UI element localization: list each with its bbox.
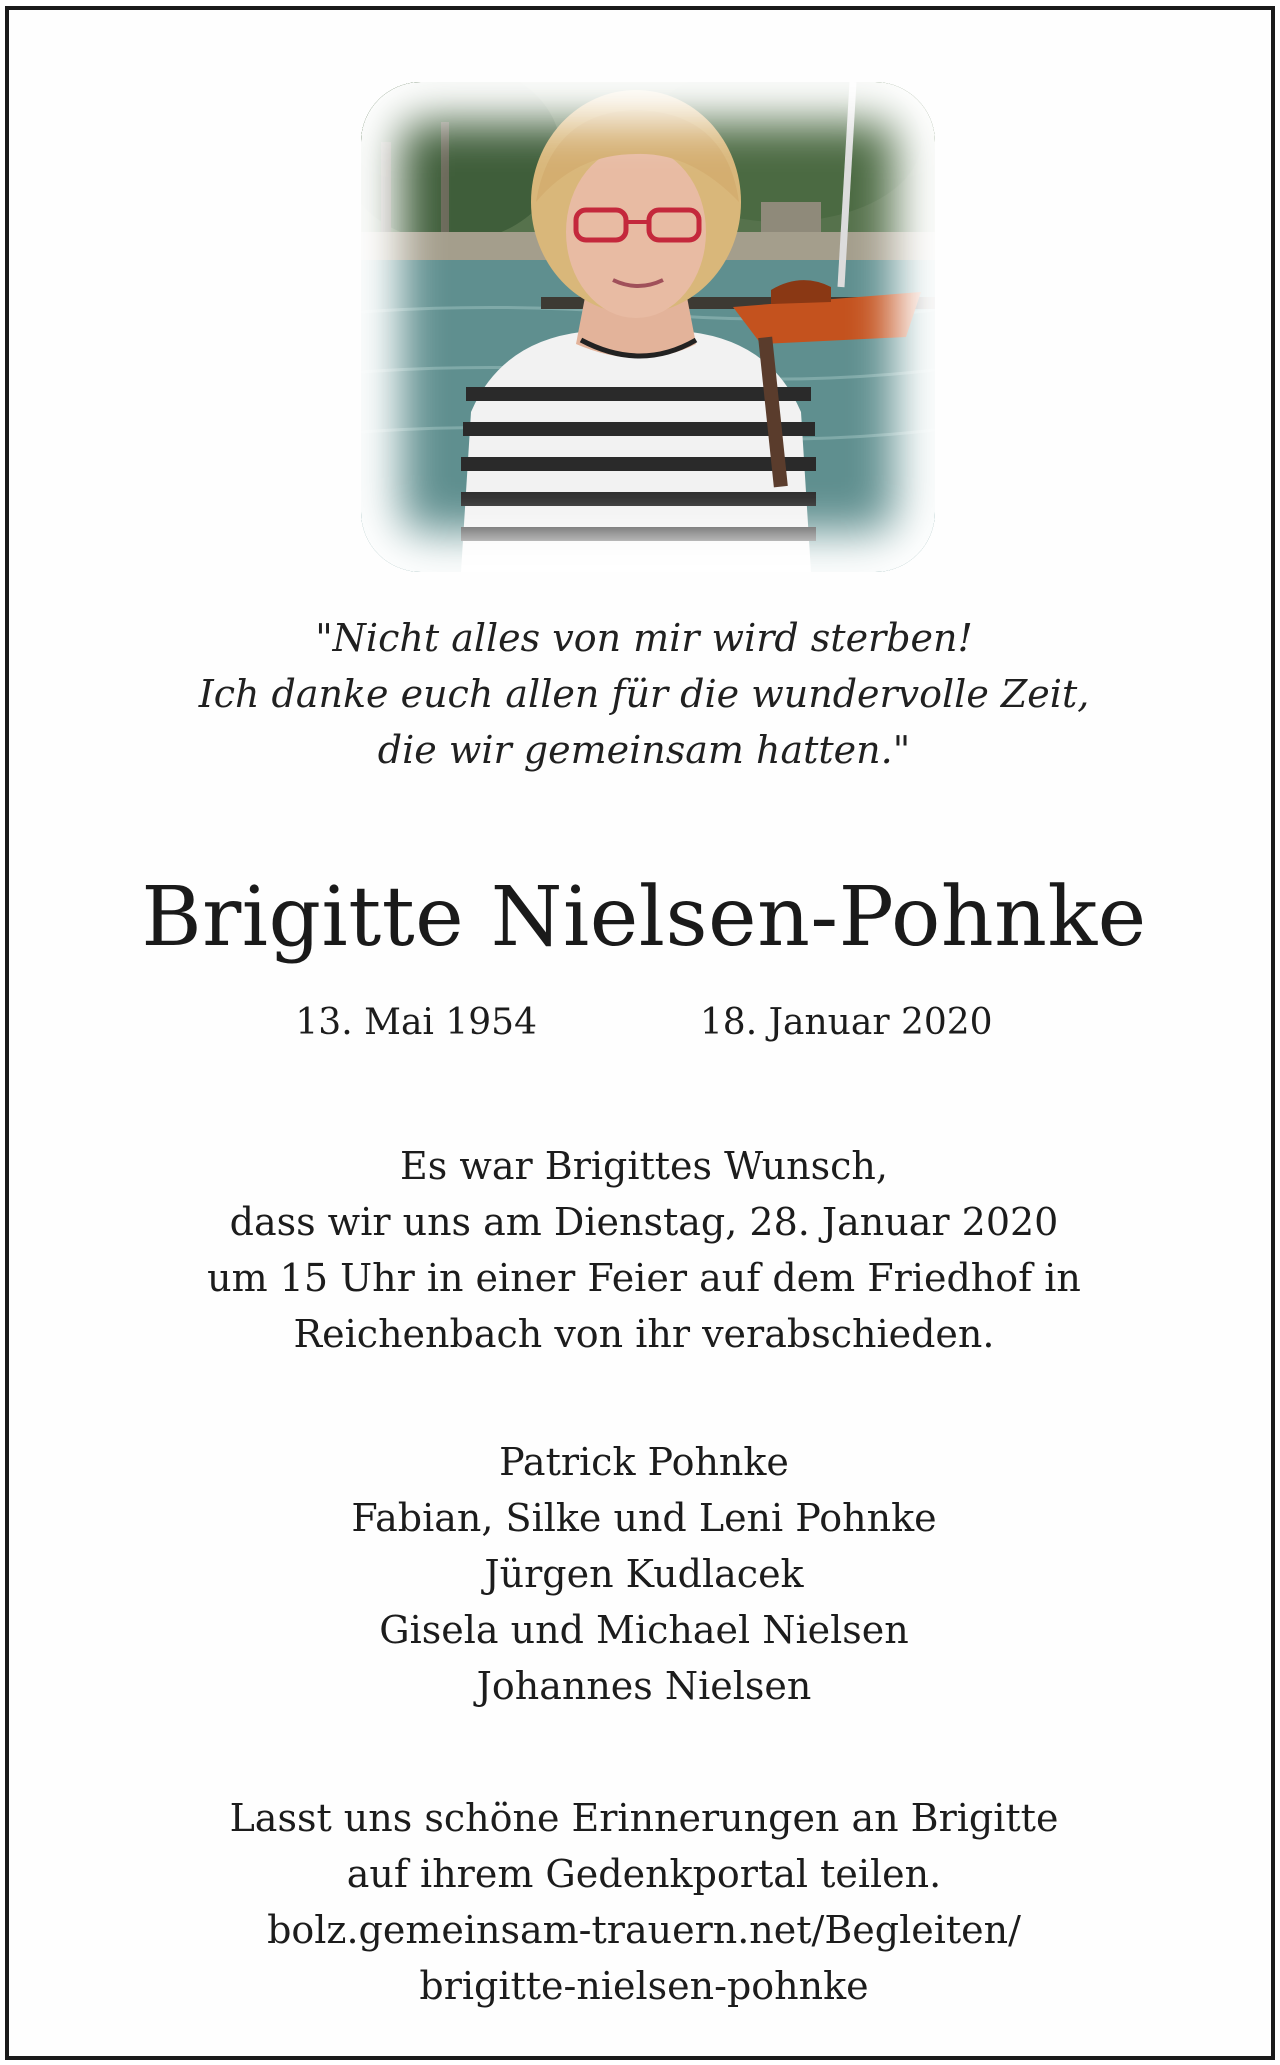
death-date: 18. Januar 2020	[699, 1002, 993, 1043]
portrait-photo	[361, 82, 935, 572]
message-line: dass wir uns am Dienstag, 28. Januar 2020	[229, 1200, 1059, 1244]
quote-line: die wir gemeinsam hatten."	[377, 728, 911, 772]
message-line: Es war Brigittes Wunsch,	[400, 1144, 888, 1188]
quote-line: Ich danke euch allen für die wundervolle Zeit,	[198, 672, 1090, 716]
closing-line: auf ihrem Gedenkportal teilen.	[346, 1852, 942, 1896]
memorial-portal-note	[9, 1790, 1279, 2014]
family-names	[9, 1434, 1279, 1714]
portal-url-line: brigitte-nielsen-pohnke	[419, 1964, 869, 2008]
family-member: Jürgen Kudlacek	[484, 1552, 804, 1596]
portrait-illustration	[361, 82, 935, 572]
family-member: Fabian, Silke und Leni Pohnke	[351, 1496, 937, 1540]
life-dates	[9, 998, 1279, 1048]
quote-block	[9, 610, 1279, 778]
message-line: Reichenbach von ihr verabschieden.	[293, 1312, 995, 1356]
family-member: Patrick Pohnke	[499, 1440, 789, 1484]
family-member: Gisela und Michael Nielsen	[379, 1608, 909, 1652]
quote-line: "Nicht alles von mir wird sterben!	[315, 616, 973, 660]
obituary-frame	[5, 6, 1275, 2060]
ceremony-message	[9, 1138, 1279, 1362]
message-line: um 15 Uhr in einer Feier auf dem Friedhof in	[207, 1256, 1081, 1300]
portal-url-line: bolz.gemeinsam-trauern.net/Begleiten/	[267, 1908, 1021, 1952]
deceased-name: Brigitte Nielsen-Pohnke	[141, 870, 1147, 965]
birth-date: 13. Mai 1954	[295, 1002, 537, 1043]
closing-line: Lasst uns schöne Erinnerungen an Brigitte	[229, 1796, 1059, 1840]
family-member: Johannes Nielsen	[476, 1664, 812, 1708]
